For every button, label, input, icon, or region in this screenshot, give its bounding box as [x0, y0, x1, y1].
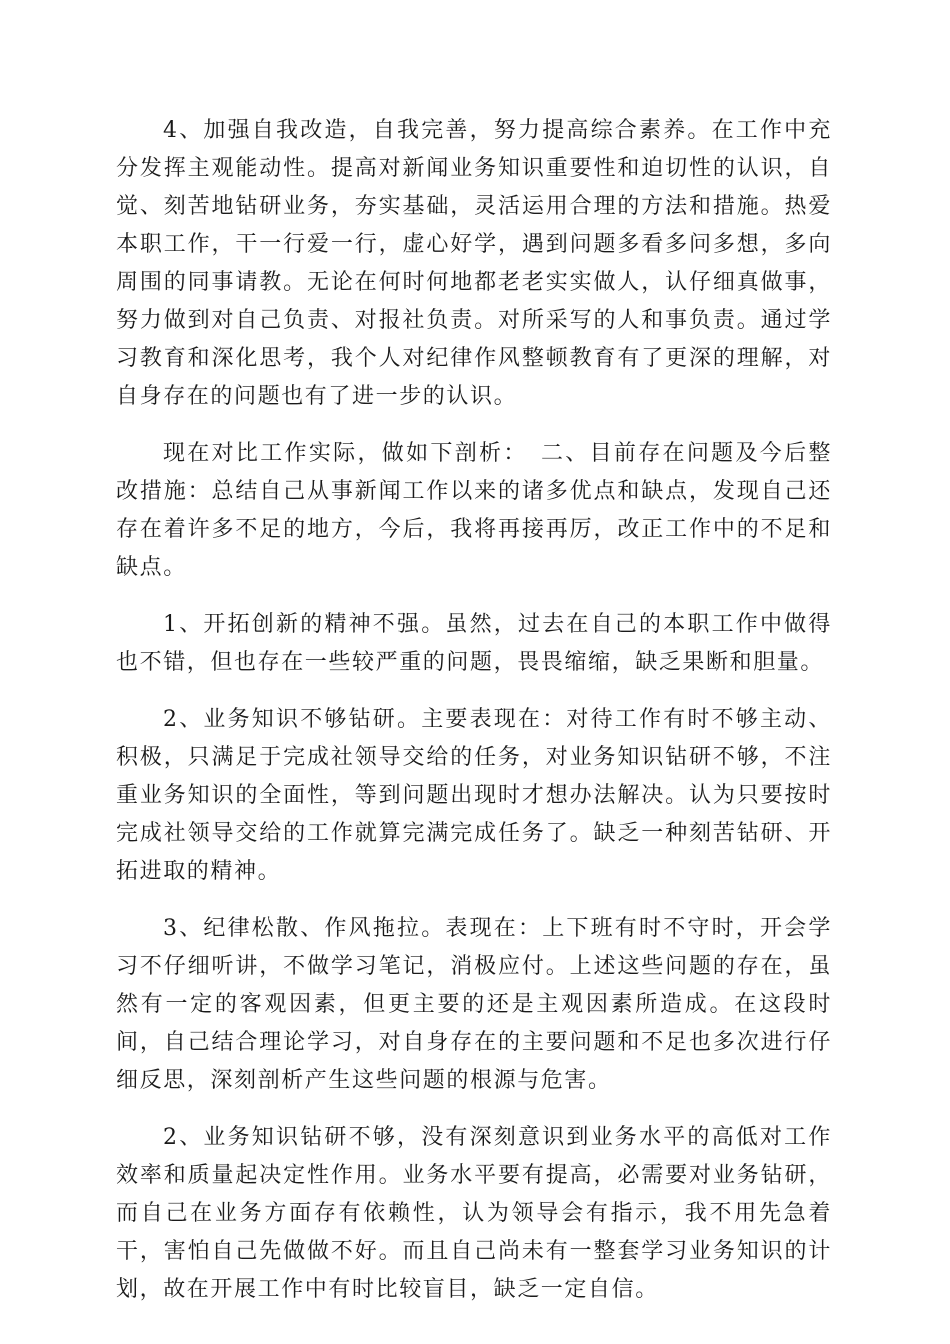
paragraph-analysis-intro: 现在对比工作实际，做如下剖析： 二、目前存在问题及今后整改措施：总结自己从事新闻工作以来的诸多优点和缺点，发现自己还存在着许多不足的地方，今后，我将再接再厉，改正工作中的不足和缺点。	[116, 441, 832, 580]
paragraph-business-study: 2、业务知识钻研不够，没有深刻意识到业务水平的高低对工作效率和质量起决定性作用。业务水平要有提高，必需要对业务钻研，而自己在业务方面存有依赖性，认为领导会有指示，我不用先急着干，害怕自己先做做不好。而且自己尚未有一整套学习业务知识的计划，故在开展工作中有时比较盲目，缺乏一定自信。	[116, 1125, 832, 1302]
paragraph-self-improvement: 4、加强自我改造，自我完善，努力提高综合素养。在工作中充分发挥主观能动性。提高对新闻业务知识重要性和迫切性的认识，自觉、刻苦地钻研业务，夯实基础，灵活运用合理的方法和措施。热爱本职工作，干一行爱一行，虚心好学，遇到问题多看多问多想，多向周围的同事请教。无论在何时何地都老老实实做人，认仔细真做事，努力做到对自己负责、对报社负责。对所采写的人和事负责。通过学习教育和深化思考，我个人对纪律作风整顿教育有了更深的理解，对自身存在的问题也有了进一步的认识。	[116, 118, 832, 409]
paragraph-business-knowledge: 2、业务知识不够钻研。主要表现在：对待工作有时不够主动、积极，只满足于完成社领导交给的任务，对业务知识钻研不够，不注重业务知识的全面性，等到问题出现时才想办法解决。认为只要按时完成社领导交给的工作就算完满完成任务了。缺乏一种刻苦钻研、开拓进取的精神。	[116, 707, 832, 884]
paragraph-discipline: 3、纪律松散、作风拖拉。表现在：上下班有时不守时，开会学习不仔细听讲，不做学习笔记，消极应付。上述这些问题的存在，虽然有一定的客观因素，但更主要的还是主观因素所造成。在这段时间，自己结合理论学习，对自身存在的主要问题和不足也多次进行仔细反思，深刻剖析产生这些问题的根源与危害。	[116, 916, 832, 1093]
document-body	[116, 112, 832, 1328]
paragraph-innovation: 1、开拓创新的精神不强。虽然，过去在自己的本职工作中做得也不错，但也存在一些较严重的问题，畏畏缩缩，缺乏果断和胆量。	[116, 612, 832, 675]
